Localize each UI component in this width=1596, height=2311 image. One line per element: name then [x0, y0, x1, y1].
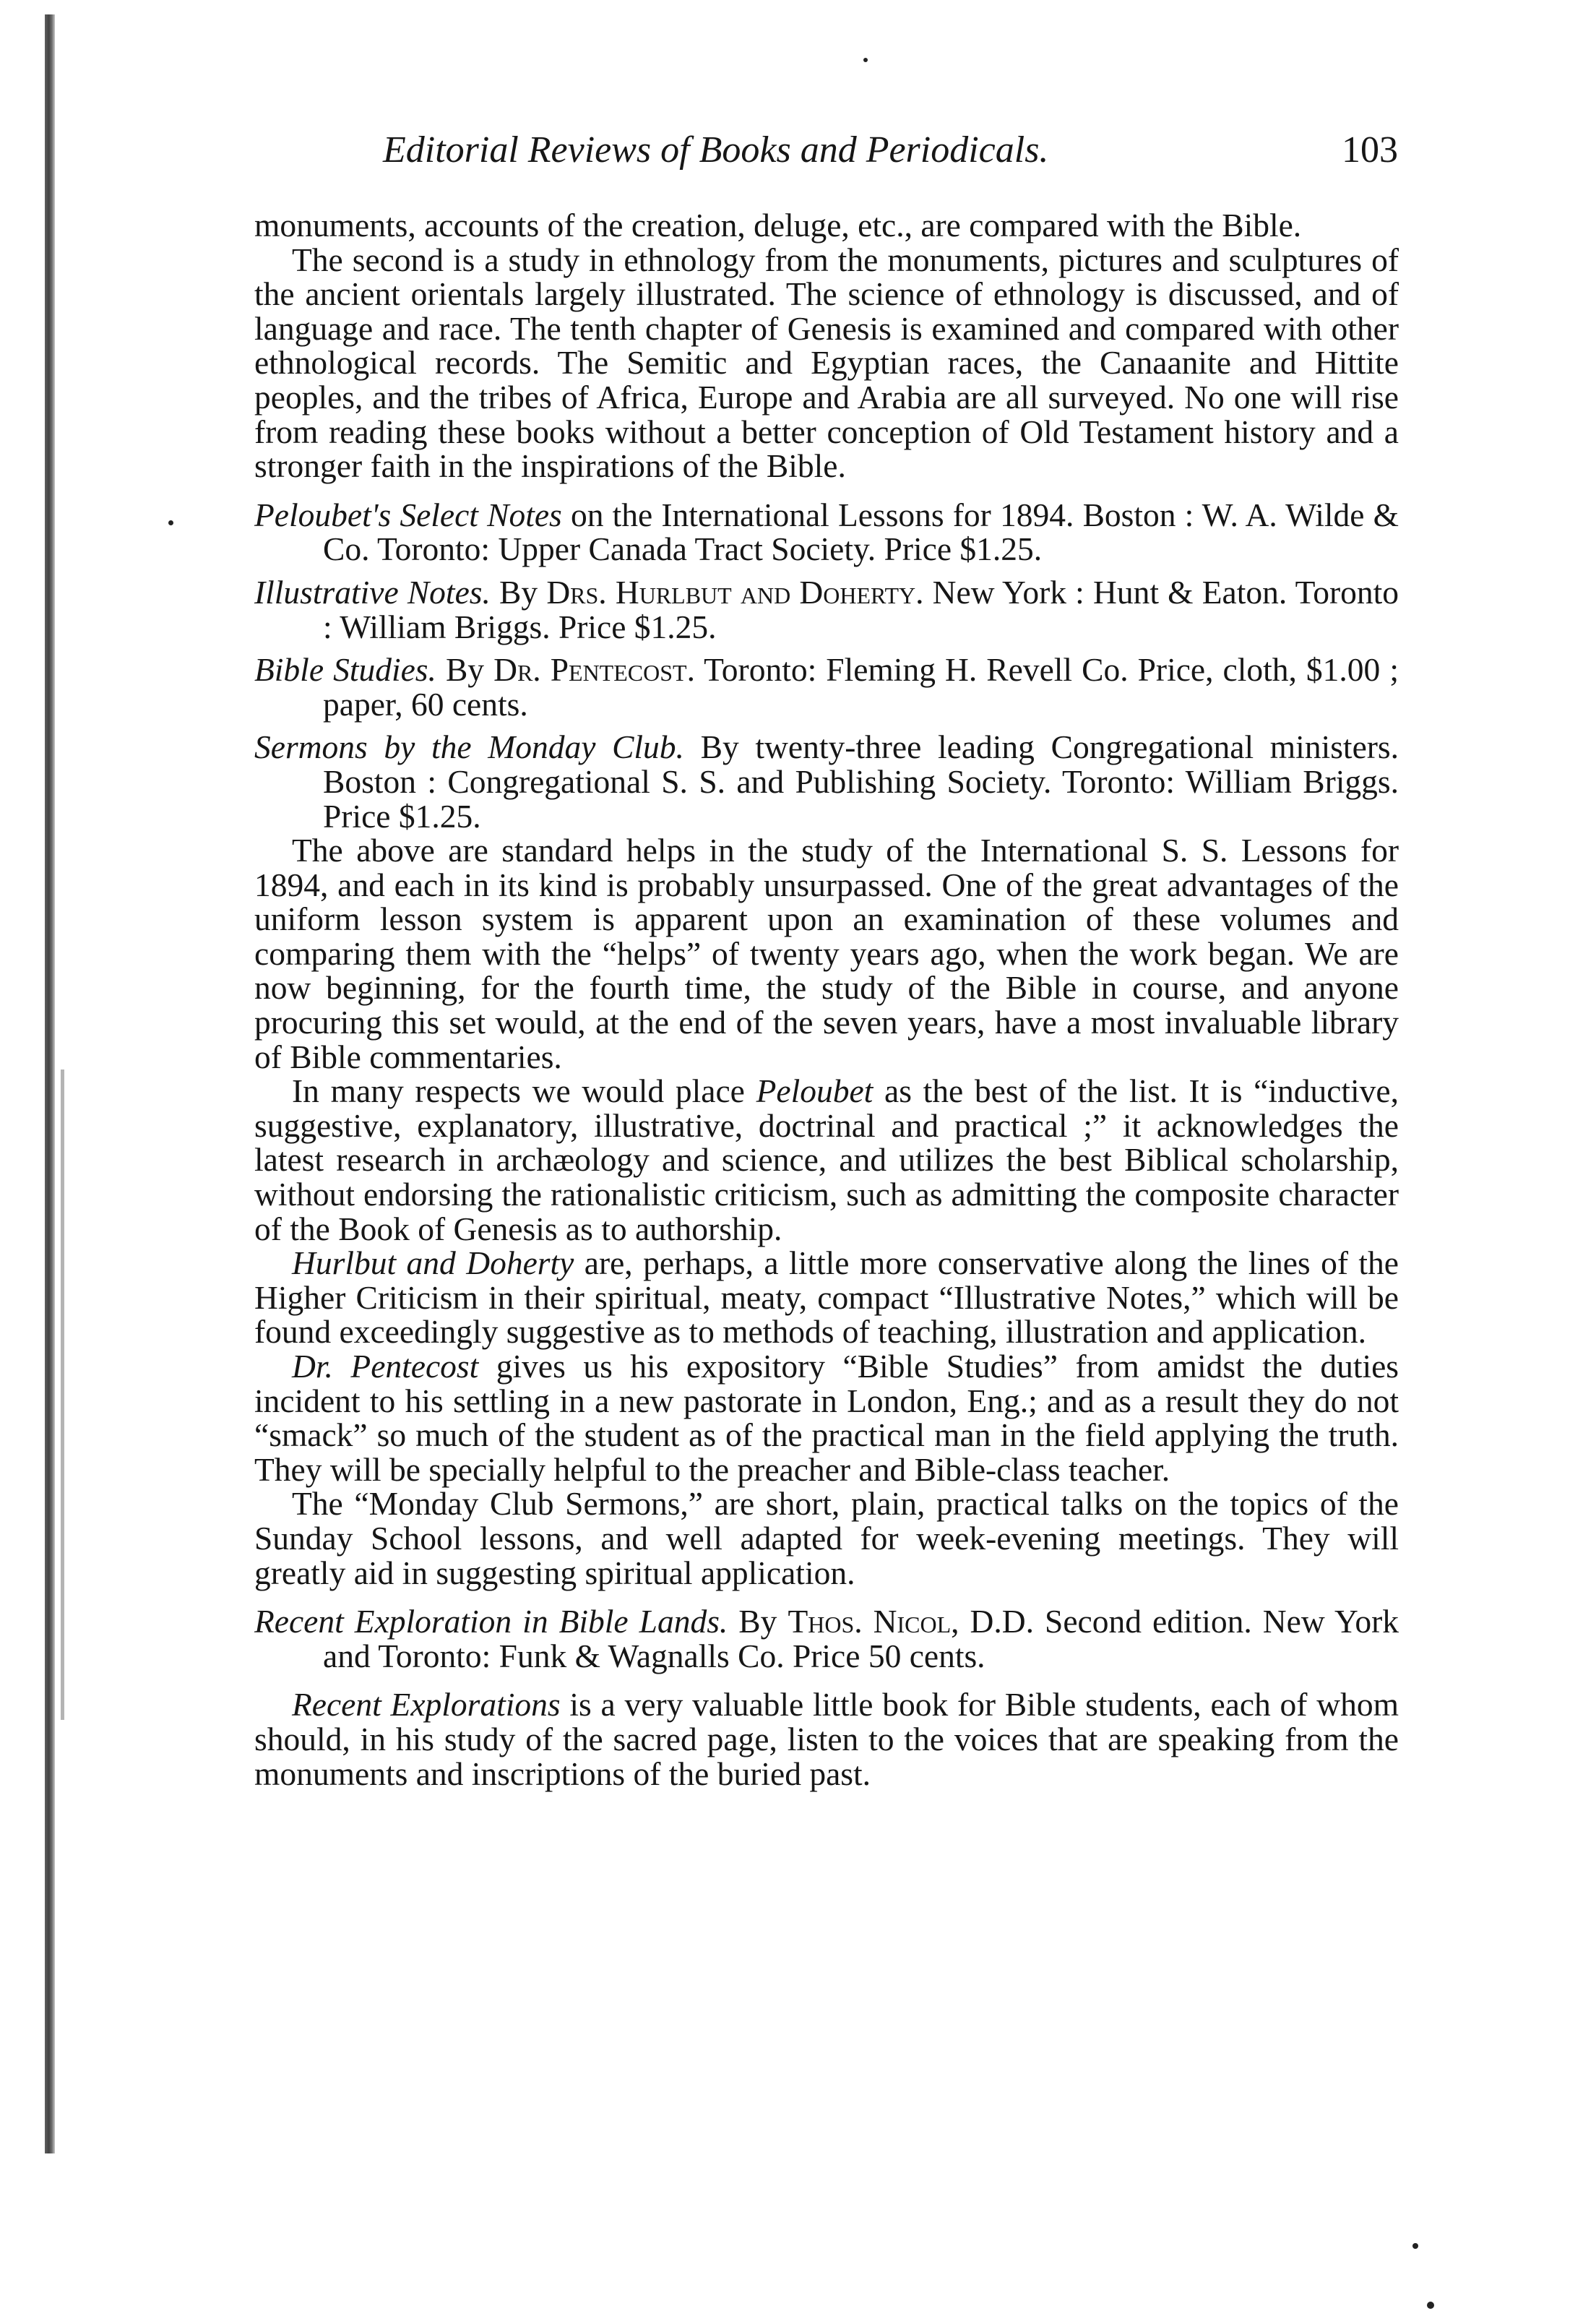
book-details: By twenty-three leading Congregational ministers. Boston : Congregational S. S. and Publishing Society. Toronto: William Briggs. Price $1.25.: [323, 728, 1399, 835]
paragraph: The “Monday Club Sermons,” are short, plain, practical talks on the topics of the Sunday School lessons, and well adapted for week-evening meetings. They will greatly aid in suggesting spiritual application.: [254, 1485, 1399, 1591]
ink-speck: [1412, 2243, 1418, 2249]
book-entry: [254, 653, 1399, 721]
page-binding-edge: [45, 14, 55, 2153]
ink-speck: [1427, 2302, 1434, 2309]
page-binding-shadow: [61, 1070, 64, 1720]
book-title: Sermons by the Monday Club.: [254, 728, 684, 766]
paragraph: Hurlbut and Doherty are, perhaps, a little more conservative along the lines of the Higher Criticism in their spiritual, meaty, compact “Illustrative Notes,” which will be found exceedingly suggestive as to methods of teaching, illustration and application.: [254, 1244, 1399, 1351]
book-title: Illustrative Notes.: [254, 573, 491, 611]
book-entry: [254, 730, 1399, 833]
paragraph: The second is a study in ethnology from the monuments, pictures and sculptures of the ancient orientals largely illustrated. The science of ethnology is discussed, and of language and race. The tenth chapter of Genesis is examined and compared with other ethnological records. The Semitic and Egyptian races, the Canaanite and Hittite peoples, and the tribes of Africa, Europe and Arabia are all surveyed. No one will rise from reading these books without a better conception of Old Testament history and a stronger faith in the inspirations of the Bible.: [254, 241, 1399, 485]
page-header: [253, 121, 1398, 179]
by-text: By: [436, 651, 494, 689]
book-details: New York : Hunt & Eaton. Toronto : William Briggs. Price $1.25.: [323, 573, 1399, 645]
paragraph: The above are standard helps in the study of the International S. S. Lessons for 1894, and each in its kind is probably unsurpassed. One of the great advantages of the uniform lesson system is apparent upon an examination of these volumes and comparing them with the “helps” of twenty years ago, when the work began. We are now beginning, for the fourth time, the study of the Bible in course, and anyone procuring this set would, at the end of the seven years, have a most invaluable library of Bible commentaries.: [254, 832, 1399, 1075]
book-entry: [254, 575, 1399, 644]
book-author: Thos. Nicol, D.D.: [788, 1603, 1035, 1640]
page-number: 103: [1342, 129, 1398, 171]
paragraph: Recent Explorations is a very valuable little book for Bible students, each of whom should, in his study of the sacred page, listen to the voices that are speaking from the monuments and inscriptions of the buried past.: [254, 1686, 1399, 1792]
book-title: Recent Exploration in Bible Lands.: [254, 1603, 728, 1640]
book-title: Peloubet's Select Notes: [254, 496, 562, 533]
ink-speck: [168, 520, 173, 525]
running-title: Editorial Reviews of Books and Periodicals.: [383, 129, 1049, 171]
book-entry: [254, 498, 1399, 567]
book-reference: Dr. Pentecost: [292, 1348, 479, 1385]
book-authors: Drs. Hurlbut and Doherty.: [546, 573, 924, 611]
book-details: Toronto: Fleming H. Revell Co. Price, cloth, $1.00 ; paper, 60 cents.: [323, 651, 1399, 723]
page-body: [254, 208, 1399, 1791]
book-details: on the International Lessons for 1894. Boston : W. A. Wilde & Co. Toronto: Upper Canada Tract Society. Price $1.25.: [323, 496, 1399, 568]
paragraph: In many respects we would place Peloubet as the best of the list. It is “inductive, suggestive, explanatory, illustrative, doctrinal and practical ;” it acknowledges the latest research in archæology and science, and utilizes the best Biblical scholarship, without endorsing the rationalistic criticism, such as admitting the composite character of the Book of Genesis as to authorship.: [254, 1072, 1399, 1247]
by-text: By: [728, 1603, 788, 1640]
book-reference: Peloubet: [756, 1072, 874, 1110]
book-reference: Recent Explorations: [292, 1686, 561, 1723]
book-details: Second edition. New York and Toronto: Funk & Wagnalls Co. Price 50 cents.: [323, 1603, 1399, 1674]
book-reference: Hurlbut and Doherty: [292, 1244, 574, 1282]
ink-speck: [863, 58, 868, 62]
paragraph: Dr. Pentecost gives us his expository “Bible Studies” from amidst the duties incident to his settling in a new pastorate in London, Eng.; and as a result they do not “smack” so much of the student as of the practical man in the field applying the truth. They will be specially helpful to the preacher and Bible-class teacher.: [254, 1348, 1399, 1488]
by-text: By: [490, 573, 547, 611]
book-entry: [254, 1604, 1399, 1673]
paragraph: monuments, accounts of the creation, deluge, etc., are compared with the Bible.: [254, 207, 1302, 244]
book-title: Bible Studies.: [254, 651, 436, 689]
book-author: Dr. Pentecost.: [493, 651, 695, 689]
